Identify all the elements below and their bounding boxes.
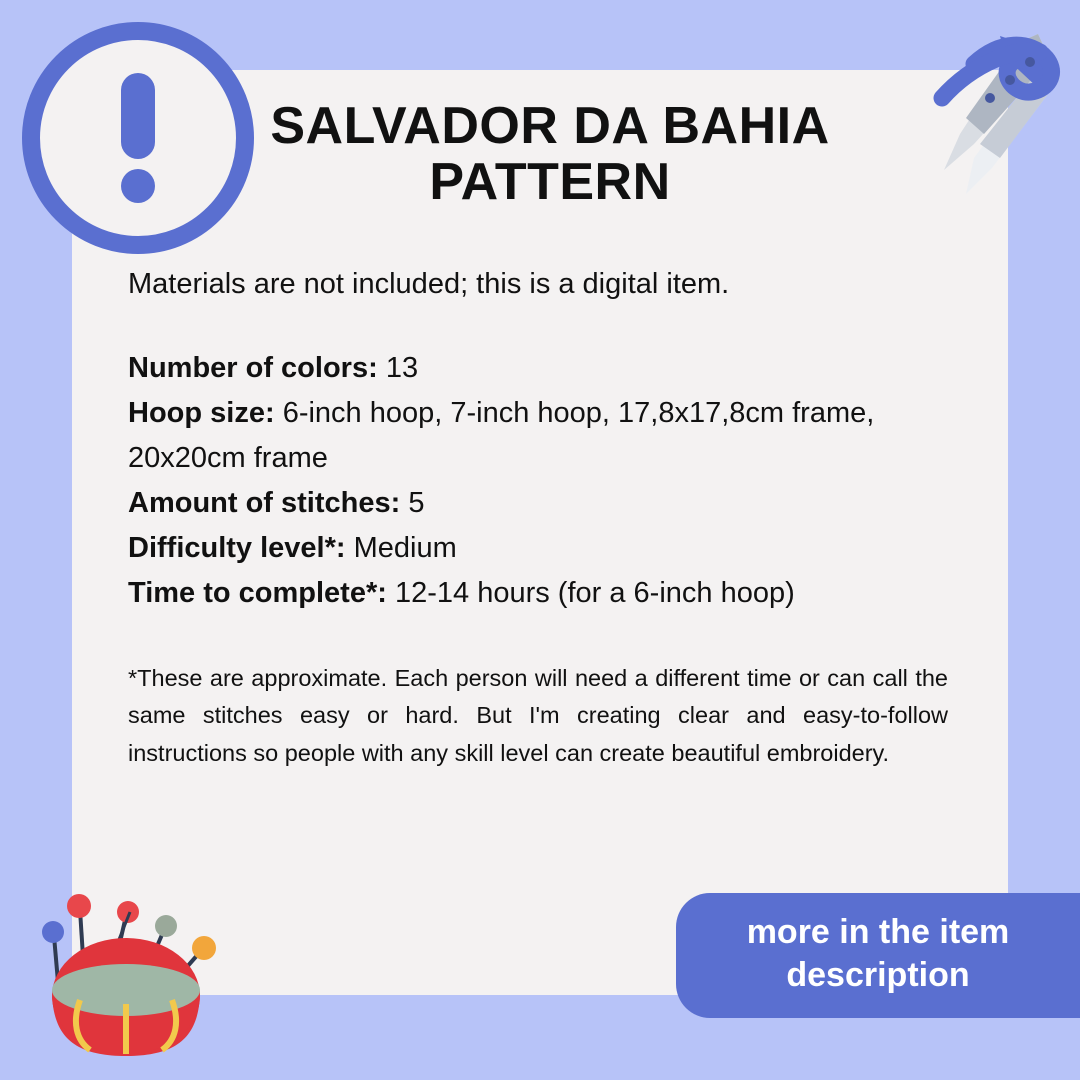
- exclamation-bar: [121, 73, 155, 159]
- spec-label: Amount of stitches:: [128, 486, 401, 519]
- exclamation-mark-icon: [121, 73, 155, 203]
- exclamation-badge: [22, 22, 254, 254]
- spec-label: Difficulty level*:: [128, 531, 346, 564]
- lead-text: Materials are not included; this is a digital item.: [128, 268, 730, 300]
- pincushion-icon: [14, 872, 244, 1062]
- more-in-description-banner[interactable]: [676, 893, 1080, 1018]
- spec-value: 6-inch hoop, 7-inch hoop, 17,8x17,8cm frame, 20x20cm frame: [128, 397, 875, 475]
- spec-row: [128, 481, 958, 526]
- spec-label: Number of colors:: [128, 352, 378, 385]
- spec-value: 12-14 hours (for a 6-inch hoop): [394, 576, 795, 609]
- cta-line-1: more in the item: [746, 913, 1010, 951]
- spec-row: [128, 571, 958, 616]
- spec-label: Hoop size:: [128, 397, 275, 430]
- spec-value: Medium: [353, 531, 457, 564]
- page-title: [230, 98, 870, 210]
- exclamation-dot: [121, 169, 155, 203]
- spec-value: 13: [385, 352, 419, 385]
- page-title-text: SALVADOR DA BAHIA PATTERN: [270, 97, 830, 212]
- cta-line-2: description: [786, 955, 970, 994]
- spec-label: Time to complete*:: [128, 576, 387, 609]
- spec-row: [128, 346, 958, 391]
- spec-row: [128, 526, 958, 571]
- spec-list: [128, 346, 958, 616]
- spec-value: 5: [408, 486, 425, 519]
- main-content: [128, 265, 958, 773]
- spec-row: [128, 391, 958, 481]
- footnote-text: *These are approximate. Each person will need a different time or can call the same stitches easy or hard. But I'm creating clear and easy-to-follow instructions so people with any skill level can create beautiful embroidery.: [128, 664, 948, 766]
